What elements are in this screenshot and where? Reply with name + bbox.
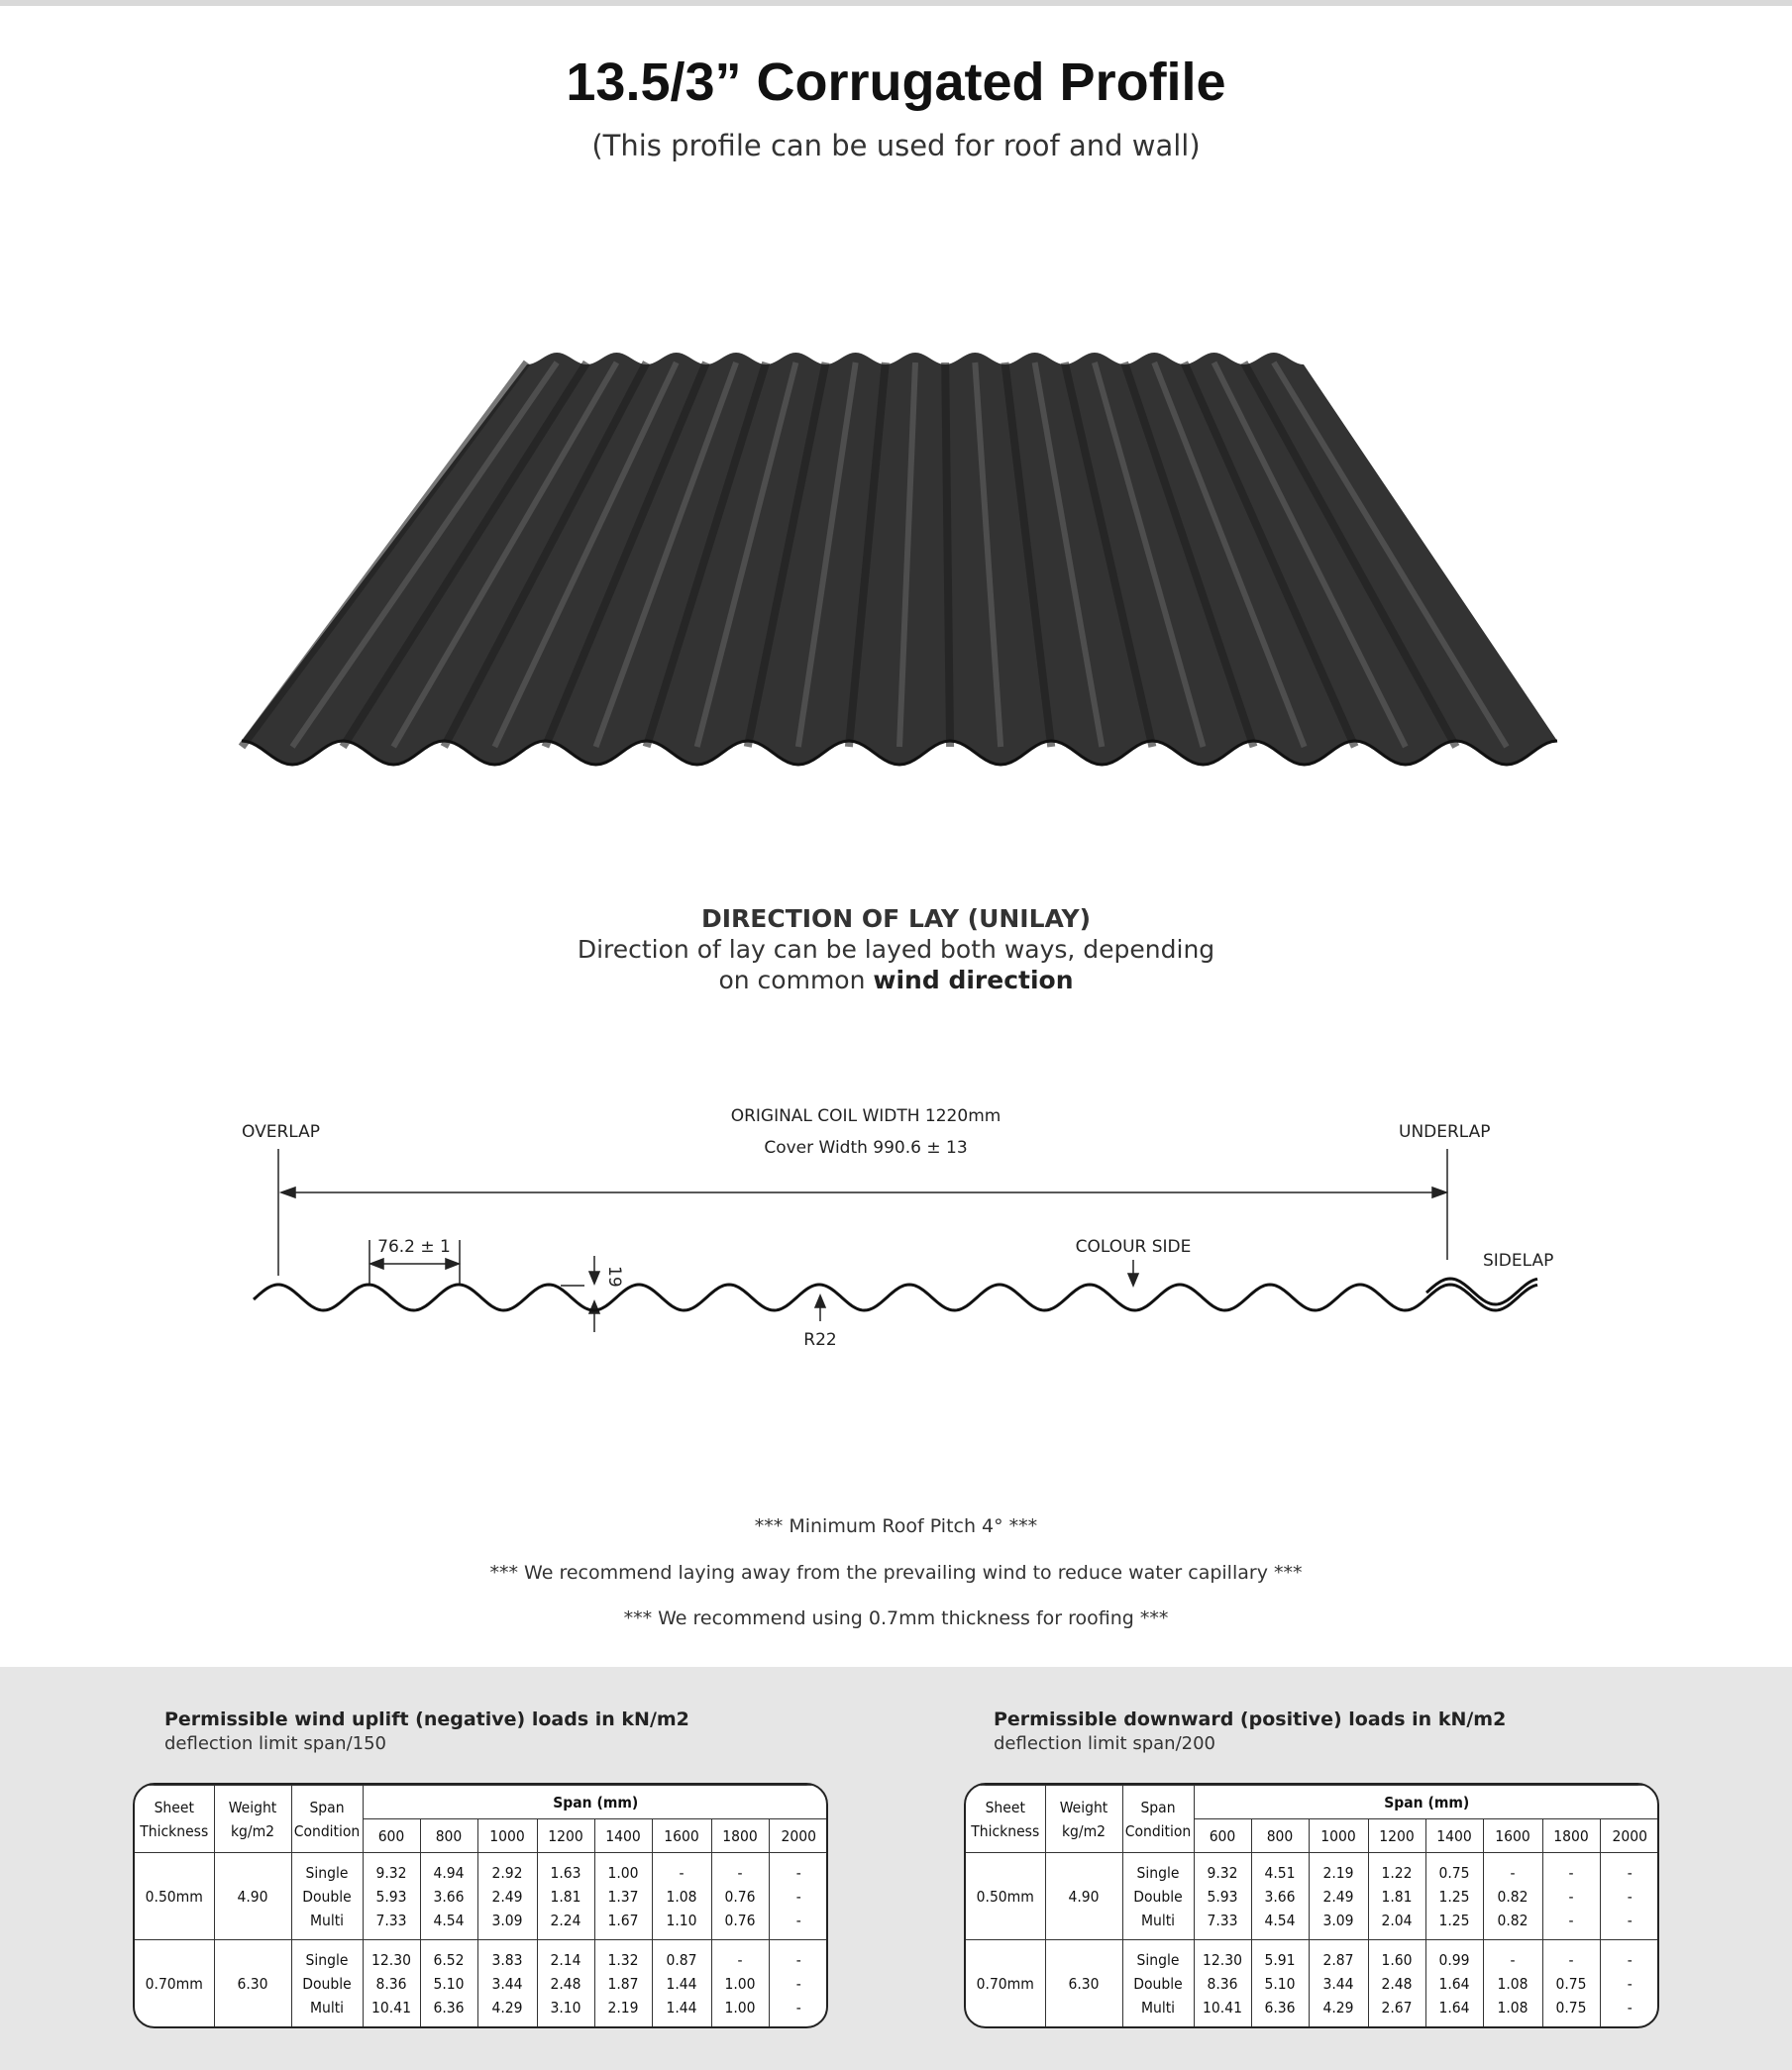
load-value-cell (1251, 1940, 1309, 2027)
load-value-cell (1542, 1853, 1600, 1940)
load-value: 2.67 (1381, 1998, 1413, 2017)
load-value: 2.92 (491, 1863, 523, 1882)
load-value: 0.87 (666, 1950, 697, 1969)
uplift-table-subheading: deflection limit span/150 (164, 1733, 386, 1754)
note-laying: *** We recommend laying away from the prevailing wind to reduce water capillary *** (489, 1562, 1303, 1584)
load-value: 6.36 (1264, 1998, 1296, 2017)
load-value: 0.75 (1555, 1974, 1587, 1993)
load-value: 1.32 (607, 1950, 639, 1969)
span-column-header: 800 (1251, 1819, 1309, 1853)
weight-cell: 4.90 (1045, 1853, 1122, 1940)
load-value-cell (652, 1853, 711, 1940)
load-value: 12.30 (371, 1950, 411, 1969)
load-value: 0.82 (1497, 1911, 1528, 1929)
load-value-cell (477, 1853, 537, 1940)
load-value: 4.54 (1264, 1911, 1296, 1929)
sheet-thickness-header (135, 1786, 214, 1853)
load-value: - (795, 1911, 801, 1929)
span-condition-header-line: Condition (293, 1821, 361, 1840)
load-value-cell (420, 1853, 477, 1940)
load-value: 1.08 (1497, 1974, 1528, 1993)
span-condition-cell (291, 1940, 363, 2027)
sheet-thickness-header-line: Sheet (985, 1798, 1025, 1816)
load-value: 1.64 (1438, 1998, 1470, 2017)
load-value: - (1627, 1911, 1633, 1929)
direction-line-2 (0, 965, 1792, 995)
overlap-label: OVERLAP (242, 1122, 321, 1142)
load-value: 1.00 (724, 1974, 756, 1993)
load-value: 0.99 (1438, 1950, 1470, 1969)
span-condition-cell (1122, 1940, 1194, 2027)
load-value: 3.44 (491, 1974, 523, 1993)
load-value-cell (594, 1940, 652, 2027)
load-value: 2.19 (607, 1998, 639, 2017)
load-value: 1.87 (607, 1974, 639, 1993)
span-column-header: 1000 (477, 1819, 537, 1853)
depth-label: 19 (604, 1266, 624, 1288)
span-condition-header-line: Span (309, 1798, 345, 1816)
load-value: 1.08 (1497, 1998, 1528, 2017)
load-value: 1.63 (550, 1863, 581, 1882)
load-value: 5.93 (375, 1887, 407, 1906)
colour-side-label: COLOUR SIDE (1075, 1237, 1192, 1257)
load-value: - (737, 1950, 743, 1969)
load-value: - (1627, 1998, 1633, 2017)
load-value: 3.66 (1264, 1887, 1296, 1906)
table-row (135, 1940, 828, 2027)
coil-width-label: ORIGINAL COIL WIDTH 1220mm (730, 1106, 1001, 1126)
note-min-pitch: *** Minimum Roof Pitch 4° *** (754, 1515, 1038, 1537)
weight-header-line: kg/m2 (1061, 1821, 1107, 1840)
condition-label: Double (1133, 1974, 1183, 1993)
load-value: 10.41 (371, 1998, 411, 2017)
condition-label: Double (302, 1974, 352, 1993)
load-value: 0.76 (724, 1887, 756, 1906)
load-value: 1.81 (550, 1887, 581, 1906)
load-value: 1.81 (1381, 1887, 1413, 1906)
load-value: - (737, 1863, 743, 1882)
span-column-header: 1200 (1368, 1819, 1425, 1853)
load-value-cell (420, 1940, 477, 2027)
top-border (0, 0, 1792, 6)
direction-line-2-text: on common (718, 966, 874, 994)
note-thickness: *** We recommend using 0.7mm thickness for roofing *** (623, 1607, 1169, 1629)
load-value: 1.00 (724, 1998, 756, 2017)
direction-wind: wind direction (873, 966, 1074, 994)
load-value: - (1510, 1950, 1516, 1969)
sheet-thickness-header (966, 1786, 1045, 1853)
sheet-thickness-cell: 0.50mm (966, 1853, 1045, 1940)
load-value: 8.36 (375, 1974, 407, 1993)
weight-cell: 6.30 (214, 1940, 291, 2027)
span-column-header: 1800 (711, 1819, 769, 1853)
span-column-header: 1600 (652, 1819, 711, 1853)
load-value: 1.37 (607, 1887, 639, 1906)
condition-label: Single (305, 1950, 349, 1969)
condition-label: Single (305, 1863, 349, 1882)
load-value-cell (1483, 1853, 1542, 1940)
load-value: 1.00 (607, 1863, 639, 1882)
load-value: 3.83 (491, 1950, 523, 1969)
load-value: - (1510, 1863, 1516, 1882)
load-value: 0.82 (1497, 1887, 1528, 1906)
downward-table-subheading: deflection limit span/200 (994, 1733, 1215, 1754)
load-value: 9.32 (1207, 1863, 1238, 1882)
load-value-cell (1309, 1853, 1368, 1940)
load-value: 4.29 (1322, 1998, 1354, 2017)
load-value-cell (363, 1853, 420, 1940)
load-value: 0.75 (1438, 1863, 1470, 1882)
sheet-thickness-header-line: Thickness (140, 1821, 209, 1840)
load-value: 1.25 (1438, 1911, 1470, 1929)
load-value: 2.04 (1381, 1911, 1413, 1929)
sheet-thickness-cell: 0.50mm (135, 1853, 214, 1940)
load-value: 10.41 (1203, 1998, 1242, 2017)
radius-label: R22 (803, 1330, 837, 1350)
load-value-cell (537, 1940, 594, 2027)
load-value: - (1627, 1887, 1633, 1906)
direction-of-lay (0, 903, 1792, 995)
corrugated-sheet-illustration (234, 347, 1561, 792)
load-value-cell (769, 1940, 828, 2027)
span-condition-header (1122, 1786, 1194, 1853)
load-value: 2.87 (1322, 1950, 1354, 1969)
load-value: 6.52 (433, 1950, 465, 1969)
load-value: 2.24 (550, 1911, 581, 1929)
load-value-cell (711, 1940, 769, 2027)
downward-table-heading: Permissible downward (positive) loads in kN/m2 (994, 1708, 1507, 1730)
load-value: 1.60 (1381, 1950, 1413, 1969)
span-column-header: 600 (363, 1819, 420, 1853)
load-value: - (795, 1863, 801, 1882)
load-value-cell (1368, 1940, 1425, 2027)
condition-label: Multi (309, 1911, 345, 1929)
condition-label: Multi (1140, 1911, 1176, 1929)
weight-cell: 6.30 (1045, 1940, 1122, 2027)
downward-load-table (964, 1783, 1659, 2028)
load-value: 5.93 (1207, 1887, 1238, 1906)
condition-label: Multi (1140, 1998, 1176, 2017)
condition-label: Single (1136, 1950, 1180, 1969)
span-condition-cell (291, 1853, 363, 1940)
table-row (135, 1853, 828, 1940)
load-value: 2.49 (1322, 1887, 1354, 1906)
load-value: - (795, 1950, 801, 1969)
load-value-cell (594, 1853, 652, 1940)
sheet-thickness-header-line: Sheet (154, 1798, 194, 1816)
load-value: 0.75 (1555, 1998, 1587, 2017)
pitch-label: 76.2 ± 1 (377, 1237, 451, 1257)
load-value: 3.66 (433, 1887, 465, 1906)
span-mm-header: Span (mm) (1194, 1786, 1659, 1819)
span-condition-cell (1122, 1853, 1194, 1940)
uplift-table-heading: Permissible wind uplift (negative) loads in kN/m2 (164, 1708, 689, 1730)
load-value: 8.36 (1207, 1974, 1238, 1993)
load-value: 3.10 (550, 1998, 581, 2017)
condition-label: Double (1133, 1887, 1183, 1906)
load-value-cell (1425, 1853, 1483, 1940)
sheet-thickness-cell: 0.70mm (135, 1940, 214, 2027)
uplift-load-table (133, 1783, 828, 2028)
load-value: 5.10 (1264, 1974, 1296, 1993)
span-condition-header-line: Condition (1124, 1821, 1192, 1840)
span-column-header: 1600 (1483, 1819, 1542, 1853)
load-value-cell (711, 1853, 769, 1940)
load-value: - (679, 1863, 685, 1882)
sidelap-label: SIDELAP (1483, 1251, 1554, 1271)
load-value: 6.36 (433, 1998, 465, 2017)
load-value: 1.10 (666, 1911, 697, 1929)
page-title: 13.5/3” Corrugated Profile (566, 52, 1226, 112)
span-column-header: 1400 (594, 1819, 652, 1853)
table-row (966, 1853, 1659, 1940)
load-value: 1.22 (1381, 1863, 1413, 1882)
load-value-cell (1194, 1940, 1251, 2027)
load-value: 4.54 (433, 1911, 465, 1929)
load-value: 9.32 (375, 1863, 407, 1882)
direction-heading: DIRECTION OF LAY (UNILAY) (700, 904, 1092, 933)
table-row (966, 1940, 1659, 2027)
span-condition-header (291, 1786, 363, 1853)
condition-label: Multi (309, 1998, 345, 2017)
load-value: 5.10 (433, 1974, 465, 1993)
condition-label: Single (1136, 1863, 1180, 1882)
span-mm-header: Span (mm) (363, 1786, 828, 1819)
load-value-cell (1600, 1940, 1659, 2027)
weight-header (214, 1786, 291, 1853)
cover-width-label: Cover Width 990.6 ± 13 (764, 1138, 968, 1158)
load-value: 3.44 (1322, 1974, 1354, 1993)
load-value: - (1568, 1911, 1574, 1929)
load-value: - (795, 1887, 801, 1906)
load-value-cell (537, 1853, 594, 1940)
load-value: 4.94 (433, 1863, 465, 1882)
load-value: 2.48 (550, 1974, 581, 1993)
load-value: 2.19 (1322, 1863, 1354, 1882)
load-value: 12.30 (1203, 1950, 1242, 1969)
load-value: - (1627, 1950, 1633, 1969)
load-value-cell (477, 1940, 537, 2027)
load-value: 0.76 (724, 1911, 756, 1929)
load-value: 1.44 (666, 1974, 697, 1993)
load-value: 2.48 (1381, 1974, 1413, 1993)
load-value-cell (1194, 1853, 1251, 1940)
span-column-header: 2000 (1600, 1819, 1659, 1853)
weight-header-line: Weight (228, 1798, 277, 1816)
span-column-header: 800 (420, 1819, 477, 1853)
condition-label: Double (302, 1887, 352, 1906)
load-value: 2.49 (491, 1887, 523, 1906)
page-subtitle: (This profile can be used for roof and wall) (591, 129, 1201, 162)
weight-cell: 4.90 (214, 1853, 291, 1940)
direction-line-1: Direction of lay can be layed both ways, depending (577, 935, 1215, 964)
load-value: 1.64 (1438, 1974, 1470, 1993)
span-column-header: 1200 (537, 1819, 594, 1853)
span-column-header: 1800 (1542, 1819, 1600, 1853)
load-value-cell (1542, 1940, 1600, 2027)
span-column-header: 2000 (769, 1819, 828, 1853)
sheet-thickness-header-line: Thickness (971, 1821, 1040, 1840)
load-value: 1.44 (666, 1998, 697, 2017)
load-value: - (795, 1974, 801, 1993)
load-value: - (795, 1998, 801, 2017)
load-value: 3.09 (491, 1911, 523, 1929)
load-value: 7.33 (1207, 1911, 1238, 1929)
load-value: 4.51 (1264, 1863, 1296, 1882)
load-value-cell (1368, 1853, 1425, 1940)
weight-header-line: Weight (1059, 1798, 1108, 1816)
load-value: 1.25 (1438, 1887, 1470, 1906)
span-column-header: 1000 (1309, 1819, 1368, 1853)
load-value: 2.14 (550, 1950, 581, 1969)
load-value: - (1568, 1887, 1574, 1906)
load-value-cell (769, 1853, 828, 1940)
load-value: - (1627, 1863, 1633, 1882)
load-value: 7.33 (375, 1911, 407, 1929)
load-value-cell (1600, 1853, 1659, 1940)
load-value: 3.09 (1322, 1911, 1354, 1929)
span-column-header: 1400 (1425, 1819, 1483, 1853)
load-value: 5.91 (1264, 1950, 1296, 1969)
sheet-thickness-cell: 0.70mm (966, 1940, 1045, 2027)
load-value-cell (652, 1940, 711, 2027)
underlap-label: UNDERLAP (1399, 1122, 1491, 1142)
load-value-cell (1251, 1853, 1309, 1940)
load-value-cell (363, 1940, 420, 2027)
load-value: - (1568, 1863, 1574, 1882)
load-value: 4.29 (491, 1998, 523, 2017)
weight-header-line: kg/m2 (230, 1821, 275, 1840)
span-condition-header-line: Span (1140, 1798, 1176, 1816)
load-value: - (1627, 1974, 1633, 1993)
load-value-cell (1425, 1940, 1483, 2027)
cross-section-diagram (0, 1089, 1792, 1387)
load-value: - (1568, 1950, 1574, 1969)
span-column-header: 600 (1194, 1819, 1251, 1853)
load-value: 1.67 (607, 1911, 639, 1929)
load-value-cell (1483, 1940, 1542, 2027)
load-value-cell (1309, 1940, 1368, 2027)
load-value: 1.08 (666, 1887, 697, 1906)
weight-header (1045, 1786, 1122, 1853)
